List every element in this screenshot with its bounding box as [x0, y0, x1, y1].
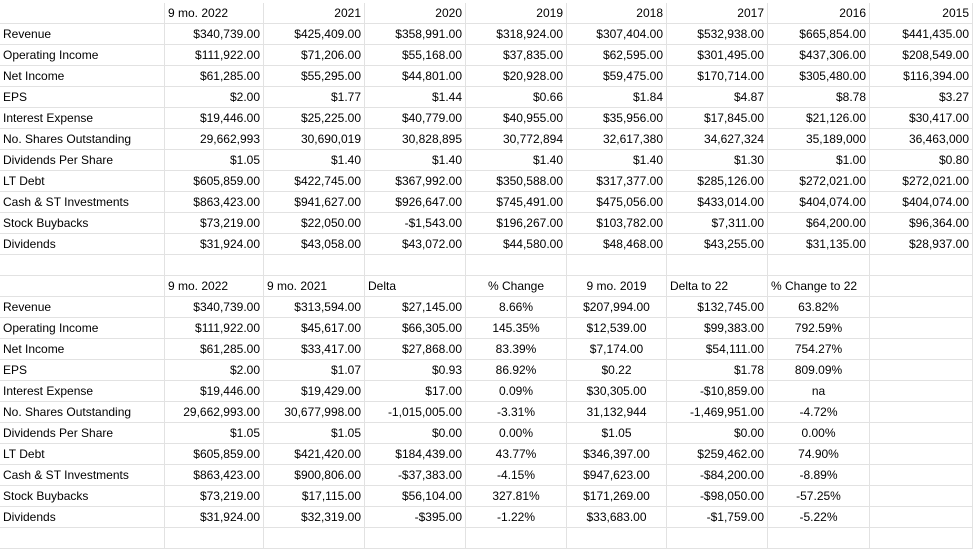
table2-data-cell[interactable]: -4.15%	[466, 465, 567, 486]
table1-data-cell[interactable]: $31,924.00	[165, 234, 264, 255]
table2-row-label[interactable]: Revenue	[0, 297, 165, 318]
table2-data-cell[interactable]: 0.00%	[466, 423, 567, 444]
table1-corner-cell[interactable]	[0, 3, 165, 24]
table2-data-cell[interactable]: $12,539.00	[567, 318, 667, 339]
table2-data-cell[interactable]: $346,397.00	[567, 444, 667, 465]
table1-data-cell[interactable]: $196,267.00	[466, 213, 567, 234]
table1-data-cell[interactable]: $64,200.00	[768, 213, 870, 234]
table1-data-cell[interactable]: 30,690,019	[264, 129, 365, 150]
table1-data-cell[interactable]: $96,364.00	[870, 213, 973, 234]
table1-data-cell[interactable]: $40,955.00	[466, 108, 567, 129]
table2-data-cell[interactable]: 8.66%	[466, 297, 567, 318]
empty-cell[interactable]	[0, 528, 165, 549]
table2-data-cell[interactable]: $99,383.00	[667, 318, 768, 339]
table2-data-cell[interactable]: $0.22	[567, 360, 667, 381]
table2-data-cell[interactable]	[870, 402, 973, 423]
table1-header-cell[interactable]: 2020	[365, 3, 466, 24]
table2-data-cell[interactable]	[870, 318, 973, 339]
table2-data-cell[interactable]: $1.05	[264, 423, 365, 444]
table1-data-cell[interactable]: $350,588.00	[466, 171, 567, 192]
table2-data-cell[interactable]: 63.82%	[768, 297, 870, 318]
table2-data-cell[interactable]: $33,417.00	[264, 339, 365, 360]
table2-data-cell[interactable]: $2.00	[165, 360, 264, 381]
table2-data-cell[interactable]	[870, 486, 973, 507]
table2-data-cell[interactable]: $61,285.00	[165, 339, 264, 360]
table2-data-cell[interactable]: $171,269.00	[567, 486, 667, 507]
table2-row-label[interactable]: Operating Income	[0, 318, 165, 339]
table2-data-cell[interactable]: $54,111.00	[667, 339, 768, 360]
table1-data-cell[interactable]: $55,168.00	[365, 45, 466, 66]
table2-data-cell[interactable]: -8.89%	[768, 465, 870, 486]
table2-data-cell[interactable]	[870, 339, 973, 360]
table2-data-cell[interactable]: $1.05	[567, 423, 667, 444]
table2-data-cell[interactable]: -4.72%	[768, 402, 870, 423]
table2-data-cell[interactable]: $132,745.00	[667, 297, 768, 318]
empty-cell[interactable]	[365, 528, 466, 549]
table1-row-label[interactable]: Net Income	[0, 66, 165, 87]
table1-data-cell[interactable]: $7,311.00	[667, 213, 768, 234]
table2-data-cell[interactable]: -1,469,951.00	[667, 402, 768, 423]
table2-data-cell[interactable]: -$98,050.00	[667, 486, 768, 507]
table1-data-cell[interactable]: $404,074.00	[870, 192, 973, 213]
empty-cell[interactable]	[870, 528, 973, 549]
table2-data-cell[interactable]	[870, 360, 973, 381]
table1-data-cell[interactable]: $43,058.00	[264, 234, 365, 255]
table2-data-cell[interactable]: $19,446.00	[165, 381, 264, 402]
table1-data-cell[interactable]: $71,206.00	[264, 45, 365, 66]
table1-data-cell[interactable]: $25,225.00	[264, 108, 365, 129]
table2-data-cell[interactable]: $1.07	[264, 360, 365, 381]
table2-row-label[interactable]: Dividends Per Share	[0, 423, 165, 444]
table1-row-label[interactable]: Interest Expense	[0, 108, 165, 129]
table1-row-label[interactable]: Stock Buybacks	[0, 213, 165, 234]
table1-data-cell[interactable]: $20,928.00	[466, 66, 567, 87]
table1-data-cell[interactable]: $22,050.00	[264, 213, 365, 234]
table2-data-cell[interactable]: 86.92%	[466, 360, 567, 381]
table1-data-cell[interactable]: $21,126.00	[768, 108, 870, 129]
table1-data-cell[interactable]: $170,714.00	[667, 66, 768, 87]
table2-header-cell[interactable]: 9 mo. 2019	[567, 276, 667, 297]
table2-header-cell[interactable]	[870, 276, 973, 297]
table2-data-cell[interactable]: 74.90%	[768, 444, 870, 465]
table2-data-cell[interactable]	[870, 465, 973, 486]
table2-header-cell[interactable]: % Change to 22	[768, 276, 870, 297]
table2-data-cell[interactable]: $0.93	[365, 360, 466, 381]
table2-data-cell[interactable]: $19,429.00	[264, 381, 365, 402]
table2-row-label[interactable]: Net Income	[0, 339, 165, 360]
table2-data-cell[interactable]: -$10,859.00	[667, 381, 768, 402]
table1-data-cell[interactable]: 36,463,000	[870, 129, 973, 150]
table2-data-cell[interactable]: -1.22%	[466, 507, 567, 528]
table2-data-cell[interactable]: 792.59%	[768, 318, 870, 339]
table1-data-cell[interactable]: $35,956.00	[567, 108, 667, 129]
empty-cell[interactable]	[264, 255, 365, 276]
table2-data-cell[interactable]	[870, 297, 973, 318]
table1-data-cell[interactable]: $665,854.00	[768, 24, 870, 45]
table2-data-cell[interactable]: 43.77%	[466, 444, 567, 465]
table2-data-cell[interactable]: $33,683.00	[567, 507, 667, 528]
table1-header-cell[interactable]: 2016	[768, 3, 870, 24]
table2-data-cell[interactable]: $73,219.00	[165, 486, 264, 507]
table1-data-cell[interactable]: $30,417.00	[870, 108, 973, 129]
table2-data-cell[interactable]	[870, 507, 973, 528]
table1-data-cell[interactable]: $62,595.00	[567, 45, 667, 66]
empty-cell[interactable]	[667, 528, 768, 549]
table1-data-cell[interactable]: $1.30	[667, 150, 768, 171]
table1-data-cell[interactable]: $1.05	[165, 150, 264, 171]
table1-data-cell[interactable]: 29,662,993	[165, 129, 264, 150]
table1-data-cell[interactable]: $48,468.00	[567, 234, 667, 255]
table1-data-cell[interactable]: $28,937.00	[870, 234, 973, 255]
table1-data-cell[interactable]: $19,446.00	[165, 108, 264, 129]
table2-corner-cell[interactable]	[0, 276, 165, 297]
table2-data-cell[interactable]: $340,739.00	[165, 297, 264, 318]
table1-data-cell[interactable]: 30,772,894	[466, 129, 567, 150]
table1-data-cell[interactable]: $0.66	[466, 87, 567, 108]
table1-data-cell[interactable]: $340,739.00	[165, 24, 264, 45]
table1-data-cell[interactable]: $208,549.00	[870, 45, 973, 66]
table1-data-cell[interactable]: $1.40	[567, 150, 667, 171]
table2-data-cell[interactable]: 754.27%	[768, 339, 870, 360]
table1-header-cell[interactable]: 2018	[567, 3, 667, 24]
table1-data-cell[interactable]: $17,845.00	[667, 108, 768, 129]
table1-data-cell[interactable]: $433,014.00	[667, 192, 768, 213]
table2-data-cell[interactable]: $259,462.00	[667, 444, 768, 465]
table2-data-cell[interactable]	[870, 423, 973, 444]
table1-data-cell[interactable]: $44,801.00	[365, 66, 466, 87]
table1-data-cell[interactable]: $44,580.00	[466, 234, 567, 255]
table1-header-cell[interactable]: 9 mo. 2022	[165, 3, 264, 24]
table2-data-cell[interactable]: $31,924.00	[165, 507, 264, 528]
empty-cell[interactable]	[567, 255, 667, 276]
table2-data-cell[interactable]: $30,305.00	[567, 381, 667, 402]
table2-data-cell[interactable]: 809.09%	[768, 360, 870, 381]
table2-data-cell[interactable]: $32,319.00	[264, 507, 365, 528]
table2-row-label[interactable]: LT Debt	[0, 444, 165, 465]
table1-data-cell[interactable]: $43,072.00	[365, 234, 466, 255]
table2-row-label[interactable]: Interest Expense	[0, 381, 165, 402]
empty-cell[interactable]	[264, 528, 365, 549]
table2-data-cell[interactable]: $17,115.00	[264, 486, 365, 507]
table1-row-label[interactable]: No. Shares Outstanding	[0, 129, 165, 150]
table2-data-cell[interactable]: -$1,759.00	[667, 507, 768, 528]
table2-data-cell[interactable]: $66,305.00	[365, 318, 466, 339]
table2-data-cell[interactable]: $421,420.00	[264, 444, 365, 465]
table2-data-cell[interactable]: $184,439.00	[365, 444, 466, 465]
table1-data-cell[interactable]: $1.00	[768, 150, 870, 171]
table2-data-cell[interactable]: -$395.00	[365, 507, 466, 528]
table1-data-cell[interactable]: 32,617,380	[567, 129, 667, 150]
table1-row-label[interactable]: Dividends	[0, 234, 165, 255]
table2-row-label[interactable]: Cash & ST Investments	[0, 465, 165, 486]
table1-data-cell[interactable]: -$1,543.00	[365, 213, 466, 234]
table2-data-cell[interactable]: $863,423.00	[165, 465, 264, 486]
table2-data-cell[interactable]: 0.09%	[466, 381, 567, 402]
table2-row-label[interactable]: Dividends	[0, 507, 165, 528]
table2-data-cell[interactable]: 29,662,993.00	[165, 402, 264, 423]
table1-data-cell[interactable]: $1.40	[466, 150, 567, 171]
table1-row-label[interactable]: Revenue	[0, 24, 165, 45]
table1-data-cell[interactable]: $941,627.00	[264, 192, 365, 213]
empty-cell[interactable]	[768, 255, 870, 276]
table2-data-cell[interactable]: 31,132,944	[567, 402, 667, 423]
empty-cell[interactable]	[870, 255, 973, 276]
table2-data-cell[interactable]: -57.25%	[768, 486, 870, 507]
table1-data-cell[interactable]: $1.40	[264, 150, 365, 171]
table1-data-cell[interactable]: $358,991.00	[365, 24, 466, 45]
table1-row-label[interactable]: Cash & ST Investments	[0, 192, 165, 213]
table1-data-cell[interactable]: $40,779.00	[365, 108, 466, 129]
table1-data-cell[interactable]: $1.40	[365, 150, 466, 171]
table1-data-cell[interactable]: 35,189,000	[768, 129, 870, 150]
table2-data-cell[interactable]: 83.39%	[466, 339, 567, 360]
table1-header-cell[interactable]: 2021	[264, 3, 365, 24]
table2-data-cell[interactable]: $1.78	[667, 360, 768, 381]
table2-data-cell[interactable]: $27,868.00	[365, 339, 466, 360]
table1-data-cell[interactable]: 30,828,895	[365, 129, 466, 150]
table2-data-cell[interactable]: -$37,383.00	[365, 465, 466, 486]
table1-data-cell[interactable]: $37,835.00	[466, 45, 567, 66]
table1-data-cell[interactable]: $926,647.00	[365, 192, 466, 213]
table2-data-cell[interactable]: $313,594.00	[264, 297, 365, 318]
table1-data-cell[interactable]: $301,495.00	[667, 45, 768, 66]
table1-data-cell[interactable]: $475,056.00	[567, 192, 667, 213]
table1-data-cell[interactable]: $422,745.00	[264, 171, 365, 192]
table2-data-cell[interactable]	[870, 444, 973, 465]
table2-data-cell[interactable]: -$84,200.00	[667, 465, 768, 486]
empty-cell[interactable]	[466, 528, 567, 549]
table2-data-cell[interactable]: 0.00%	[768, 423, 870, 444]
table2-data-cell[interactable]: 327.81%	[466, 486, 567, 507]
table1-data-cell[interactable]: $2.00	[165, 87, 264, 108]
table1-header-cell[interactable]: 2019	[466, 3, 567, 24]
table1-data-cell[interactable]: $532,938.00	[667, 24, 768, 45]
table2-row-label[interactable]: Stock Buybacks	[0, 486, 165, 507]
table1-data-cell[interactable]: $1.84	[567, 87, 667, 108]
table2-data-cell[interactable]: $947,623.00	[567, 465, 667, 486]
table2-data-cell[interactable]: -5.22%	[768, 507, 870, 528]
table1-row-label[interactable]: Operating Income	[0, 45, 165, 66]
table1-data-cell[interactable]: $437,306.00	[768, 45, 870, 66]
table1-data-cell[interactable]: $8.78	[768, 87, 870, 108]
table2-header-cell[interactable]: % Change	[466, 276, 567, 297]
table1-data-cell[interactable]: $4.87	[667, 87, 768, 108]
table2-row-label[interactable]: EPS	[0, 360, 165, 381]
empty-cell[interactable]	[165, 255, 264, 276]
table2-data-cell[interactable]: $7,174.00	[567, 339, 667, 360]
table2-data-cell[interactable]: $0.00	[667, 423, 768, 444]
table1-data-cell[interactable]: $1.44	[365, 87, 466, 108]
table1-data-cell[interactable]: $305,480.00	[768, 66, 870, 87]
table1-data-cell[interactable]: $317,377.00	[567, 171, 667, 192]
empty-cell[interactable]	[0, 255, 165, 276]
table1-data-cell[interactable]: $0.80	[870, 150, 973, 171]
table2-data-cell[interactable]: $17.00	[365, 381, 466, 402]
empty-cell[interactable]	[365, 255, 466, 276]
table1-data-cell[interactable]: $61,285.00	[165, 66, 264, 87]
table2-data-cell[interactable]: $111,922.00	[165, 318, 264, 339]
empty-cell[interactable]	[165, 528, 264, 549]
table1-data-cell[interactable]: $116,394.00	[870, 66, 973, 87]
table1-data-cell[interactable]: $745,491.00	[466, 192, 567, 213]
table1-data-cell[interactable]: $31,135.00	[768, 234, 870, 255]
table1-header-cell[interactable]: 2015	[870, 3, 973, 24]
table2-data-cell[interactable]: -3.31%	[466, 402, 567, 423]
table1-data-cell[interactable]: $605,859.00	[165, 171, 264, 192]
table2-data-cell[interactable]: -1,015,005.00	[365, 402, 466, 423]
table2-data-cell[interactable]: $45,617.00	[264, 318, 365, 339]
table2-header-cell[interactable]: Delta	[365, 276, 466, 297]
table1-data-cell[interactable]: $441,435.00	[870, 24, 973, 45]
table1-data-cell[interactable]: $103,782.00	[567, 213, 667, 234]
table1-data-cell[interactable]: $43,255.00	[667, 234, 768, 255]
table1-data-cell[interactable]: $863,423.00	[165, 192, 264, 213]
table1-row-label[interactable]: EPS	[0, 87, 165, 108]
table2-data-cell[interactable]: 145.35%	[466, 318, 567, 339]
empty-cell[interactable]	[667, 255, 768, 276]
table2-data-cell[interactable]: $56,104.00	[365, 486, 466, 507]
table1-row-label[interactable]: Dividends Per Share	[0, 150, 165, 171]
table1-data-cell[interactable]: $73,219.00	[165, 213, 264, 234]
empty-cell[interactable]	[768, 528, 870, 549]
table1-data-cell[interactable]: $318,924.00	[466, 24, 567, 45]
table2-data-cell[interactable]: $605,859.00	[165, 444, 264, 465]
table2-header-cell[interactable]: 9 mo. 2022	[165, 276, 264, 297]
table1-data-cell[interactable]: $285,126.00	[667, 171, 768, 192]
empty-cell[interactable]	[567, 528, 667, 549]
table2-data-cell[interactable]: $0.00	[365, 423, 466, 444]
table2-header-cell[interactable]: Delta to 22	[667, 276, 768, 297]
table1-data-cell[interactable]: $272,021.00	[768, 171, 870, 192]
table1-data-cell[interactable]: $367,992.00	[365, 171, 466, 192]
table1-data-cell[interactable]: $55,295.00	[264, 66, 365, 87]
table1-row-label[interactable]: LT Debt	[0, 171, 165, 192]
table1-header-cell[interactable]: 2017	[667, 3, 768, 24]
table1-data-cell[interactable]: $425,409.00	[264, 24, 365, 45]
table1-data-cell[interactable]: 34,627,324	[667, 129, 768, 150]
table2-row-label[interactable]: No. Shares Outstanding	[0, 402, 165, 423]
empty-cell[interactable]	[466, 255, 567, 276]
table2-data-cell[interactable]: $207,994.00	[567, 297, 667, 318]
table2-data-cell[interactable]: $1.05	[165, 423, 264, 444]
table1-data-cell[interactable]: $59,475.00	[567, 66, 667, 87]
table2-data-cell[interactable]: $900,806.00	[264, 465, 365, 486]
table1-data-cell[interactable]: $1.77	[264, 87, 365, 108]
table1-data-cell[interactable]: $3.27	[870, 87, 973, 108]
table2-data-cell[interactable]: $27,145.00	[365, 297, 466, 318]
table2-header-cell[interactable]: 9 mo. 2021	[264, 276, 365, 297]
table2-data-cell[interactable]	[870, 381, 973, 402]
table1-data-cell[interactable]: $272,021.00	[870, 171, 973, 192]
table1-data-cell[interactable]: $404,074.00	[768, 192, 870, 213]
table2-data-cell[interactable]: na	[768, 381, 870, 402]
table1-data-cell[interactable]: $307,404.00	[567, 24, 667, 45]
table2-data-cell[interactable]: 30,677,998.00	[264, 402, 365, 423]
table1-data-cell[interactable]: $111,922.00	[165, 45, 264, 66]
